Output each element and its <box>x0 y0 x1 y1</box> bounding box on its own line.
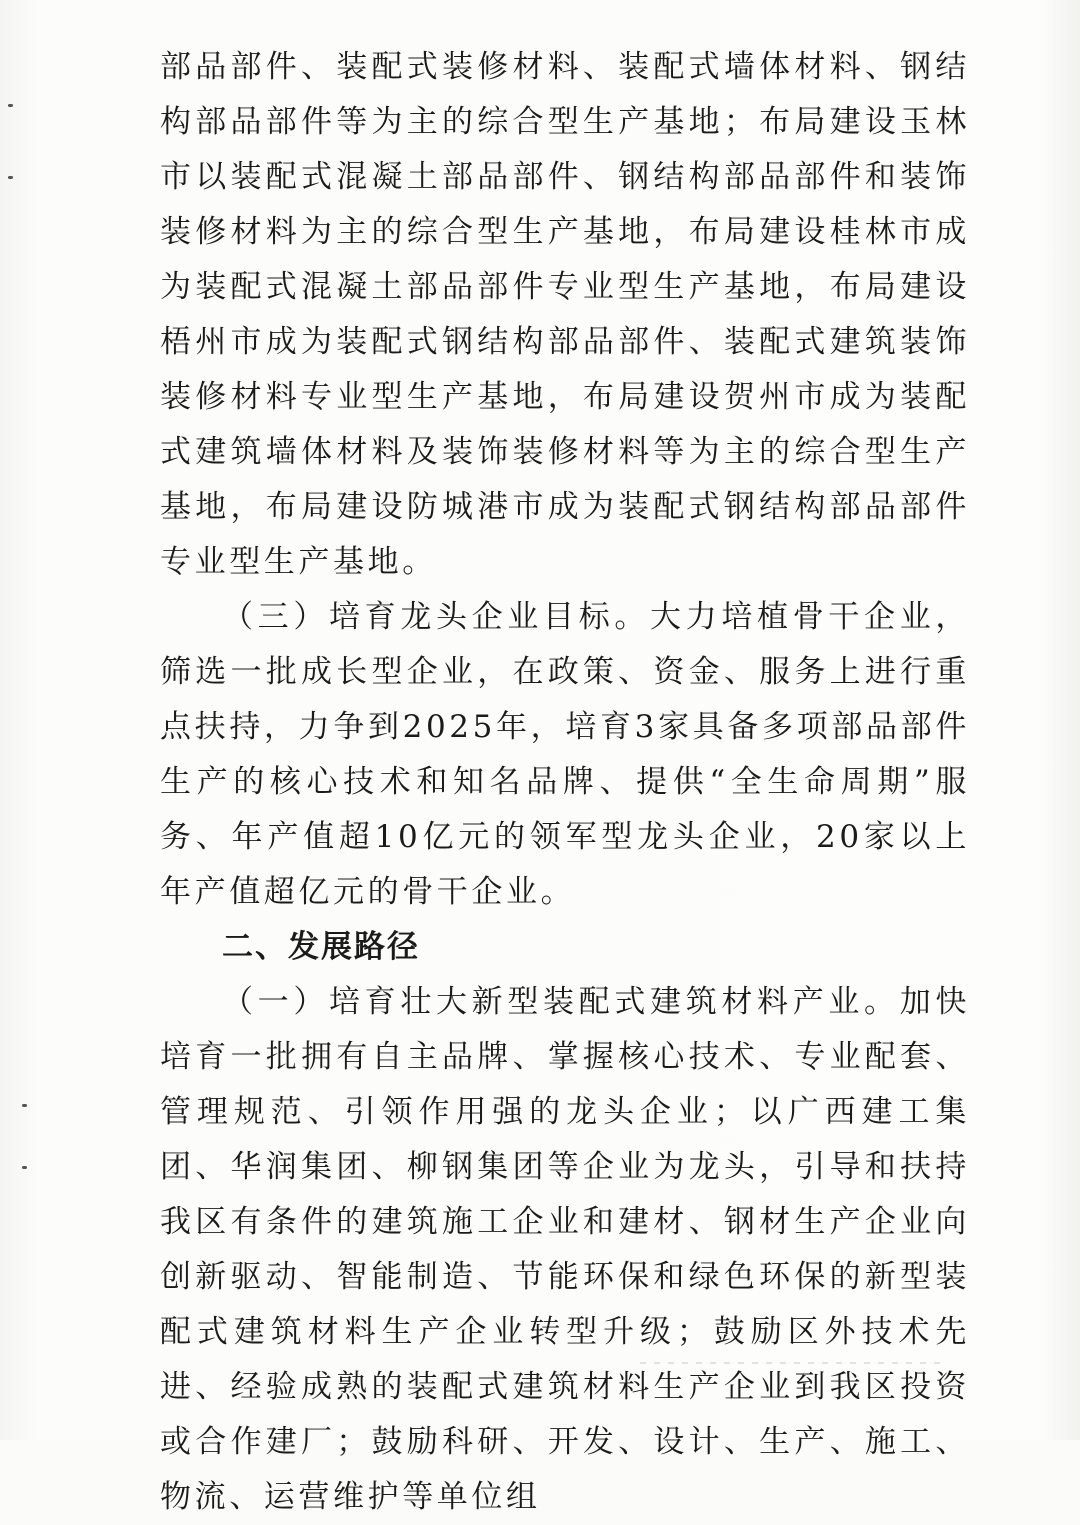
scan-speck <box>8 176 13 179</box>
scan-speck <box>8 104 13 107</box>
paragraph-leading-enterprises: （三）培育龙头企业目标。大力培植骨干企业，筛选一批成长型企业，在政策、资金、服务上进行重点扶持，力争到2025年，培育3家具备多项部品部件生产的核心技术和知名品牌、提供“全生命周期”服务、年产值超10亿元的领军型龙头企业，20家以上年产值超亿元的骨干企业。 <box>160 599 970 910</box>
paragraph-layout-continuation: 部品部件、装配式装修材料、装配式墙体材料、钢结构部品部件等为主的综合型生产基地；布局建设玉林市以装配式混凝土部品部件、钢结构部品部件和装饰装修材料为主的综合型生产基地，布局建设桂林市成为装配式混凝土部品部件专业型生产基地，布局建设梧州市成为装配式钢结构部品部件、装配式建筑装饰装修材料专业型生产基地，布局建设贺州市成为装配式建筑墙体材料及装饰装修材料等为主的综合型生产基地，布局建设防城港市成为装配式钢结构部品部件专业型生产基地。 <box>160 49 970 580</box>
document-body <box>160 40 970 1525</box>
paragraph-materials-industry: （一）培育壮大新型装配式建筑材料产业。加快培育一批拥有自主品牌、掌握核心技术、专业配套、管理规范、引领作用强的龙头企业；以广西建工集团、华润集团、柳钢集团等企业为龙头，引导和扶持我区有条件的建筑施工企业和建材、钢材生产企业向创新驱动、智能制造、节能环保和绿色环保的新型装配式建筑材料生产企业转型升级；鼓励区外技术先进、经验成熟的装配式建筑材料生产企业到我区投资或合作建厂；鼓励科研、开发、设计、生产、施工、物流、运营维护等单位组 <box>160 984 970 1515</box>
scan-speck <box>22 1104 27 1107</box>
section-heading-development-path: 二、发展路径 <box>222 929 420 965</box>
scan-speck <box>22 1166 27 1169</box>
